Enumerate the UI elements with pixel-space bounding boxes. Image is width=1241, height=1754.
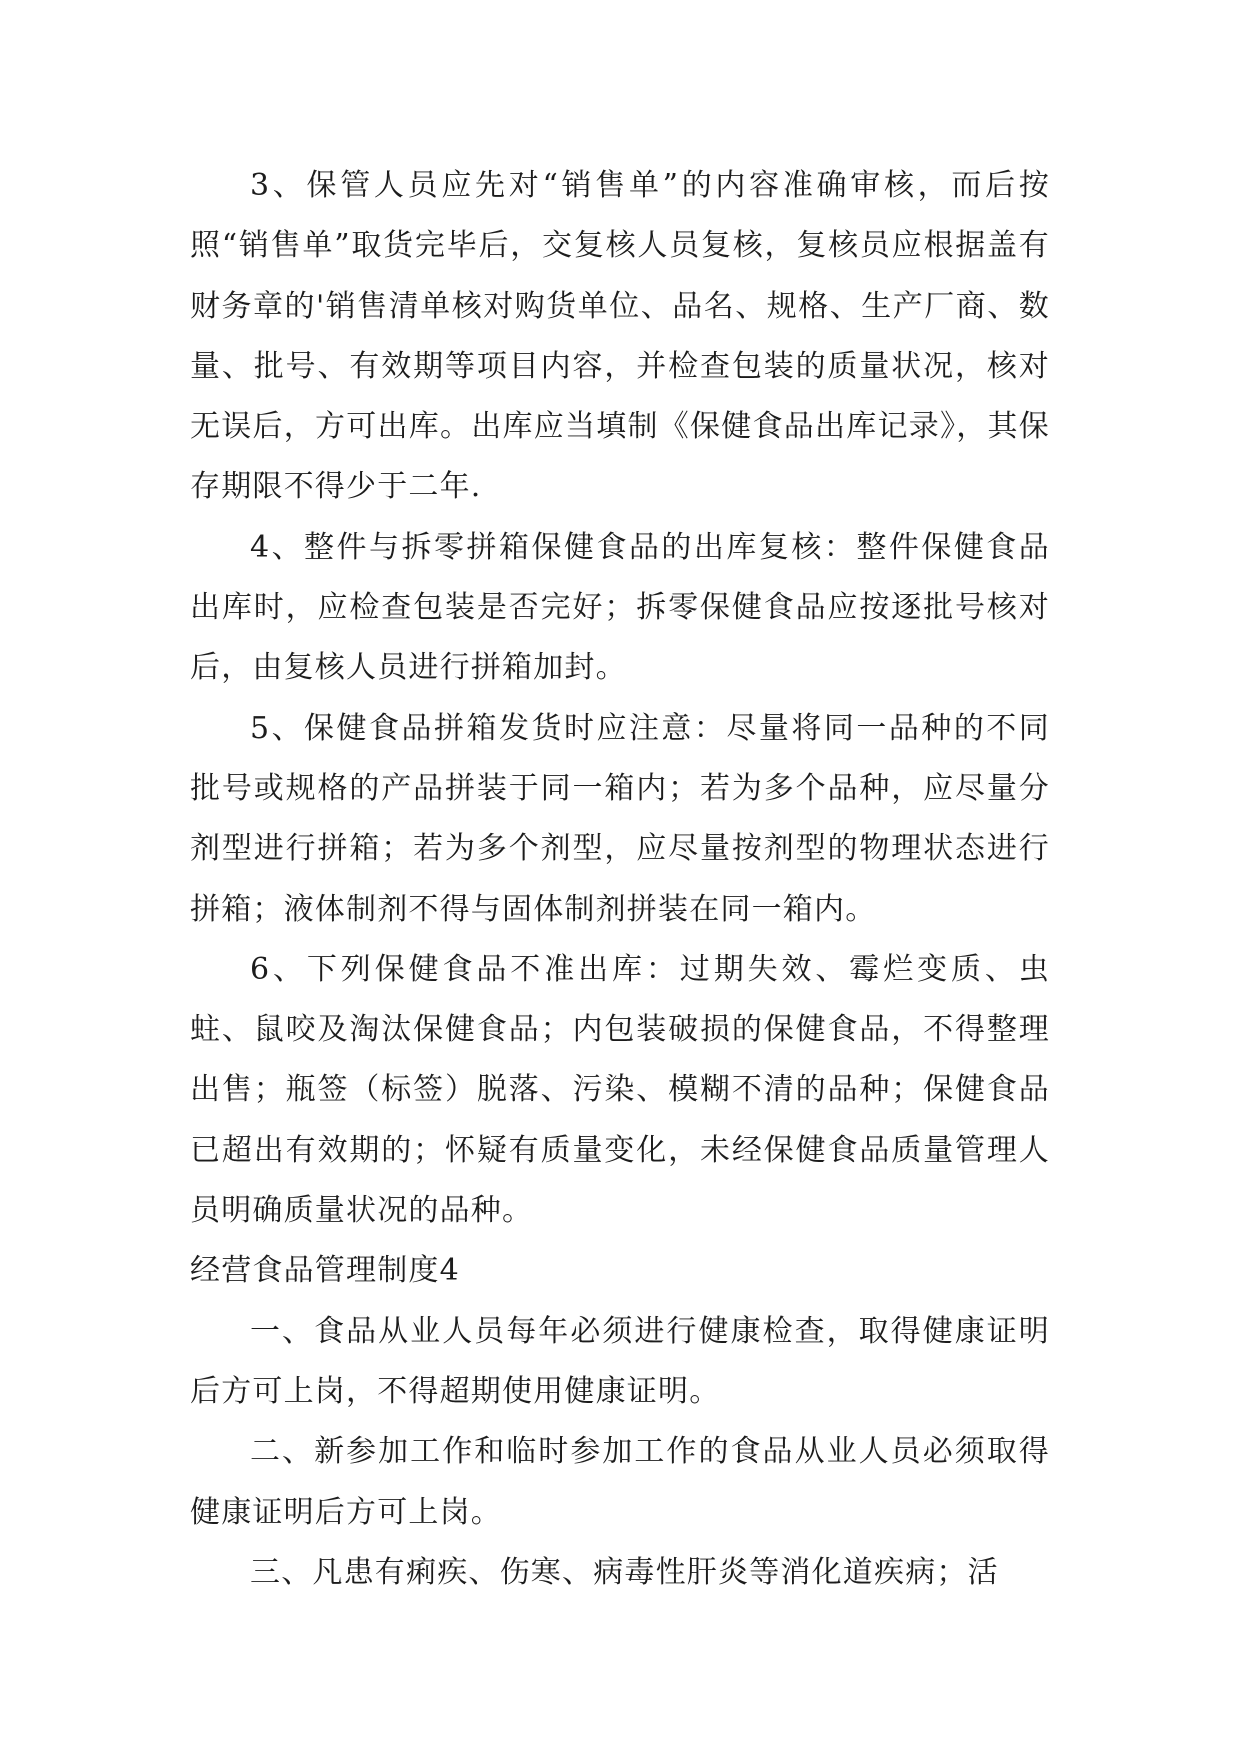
section-heading: 经营食品管理制度4 xyxy=(190,1253,460,1289)
section-paragraph-3: 三、凡患有痢疾、伤寒、病毒性肝炎等消化道疾病；活 xyxy=(250,1554,999,1590)
paragraph-5: 5、保健食品拼箱发货时应注意：尽量将同一品种的不同批号或规格的产品拼装于同一箱内；若为多个品种，应尽量分剂型进行拼箱；若为多个剂型，应尽量按剂型的物理状态进行拼箱；液体制剂不得与固体制剂拼装在同一箱内。 xyxy=(190,710,1050,927)
section-paragraph-1: 一、食品从业人员每年必须进行健康检查，取得健康证明后方可上岗，不得超期使用健康证明。 xyxy=(190,1313,1050,1409)
section-paragraph-2: 二、新参加工作和临时参加工作的食品从业人员必须取得健康证明后方可上岗。 xyxy=(190,1434,1050,1530)
document-body xyxy=(190,156,1050,1603)
paragraph-3: 3、保管人员应先对“销售单”的内容准确审核，而后按照“销售单”取货完毕后，交复核人员复核，复核员应根据盖有财务章的'销售清单核对购货单位、品名、规格、生产厂商、数量、批号、有效期等项目内容，并检查包装的质量状况，核对无误后，方可出库。出库应当填制《保健食品出库记录》，其保存期限不得少于二年. xyxy=(190,168,1050,505)
paragraph-6: 6、下列保健食品不准出库：过期失效、霉烂变质、虫蛀、鼠咬及淘汰保健食品；内包装破损的保健食品，不得整理出售；瓶签（标签）脱落、污染、模糊不清的品种；保健食品已超出有效期的；怀疑有质量变化，未经保健食品质量管理人员明确质量状况的品种。 xyxy=(190,951,1050,1229)
paragraph-4: 4、整件与拆零拼箱保健食品的出库复核：整件保健食品出库时，应检查包装是否完好；拆零保健食品应按逐批号核对后，由复核人员进行拼箱加封。 xyxy=(190,529,1050,686)
